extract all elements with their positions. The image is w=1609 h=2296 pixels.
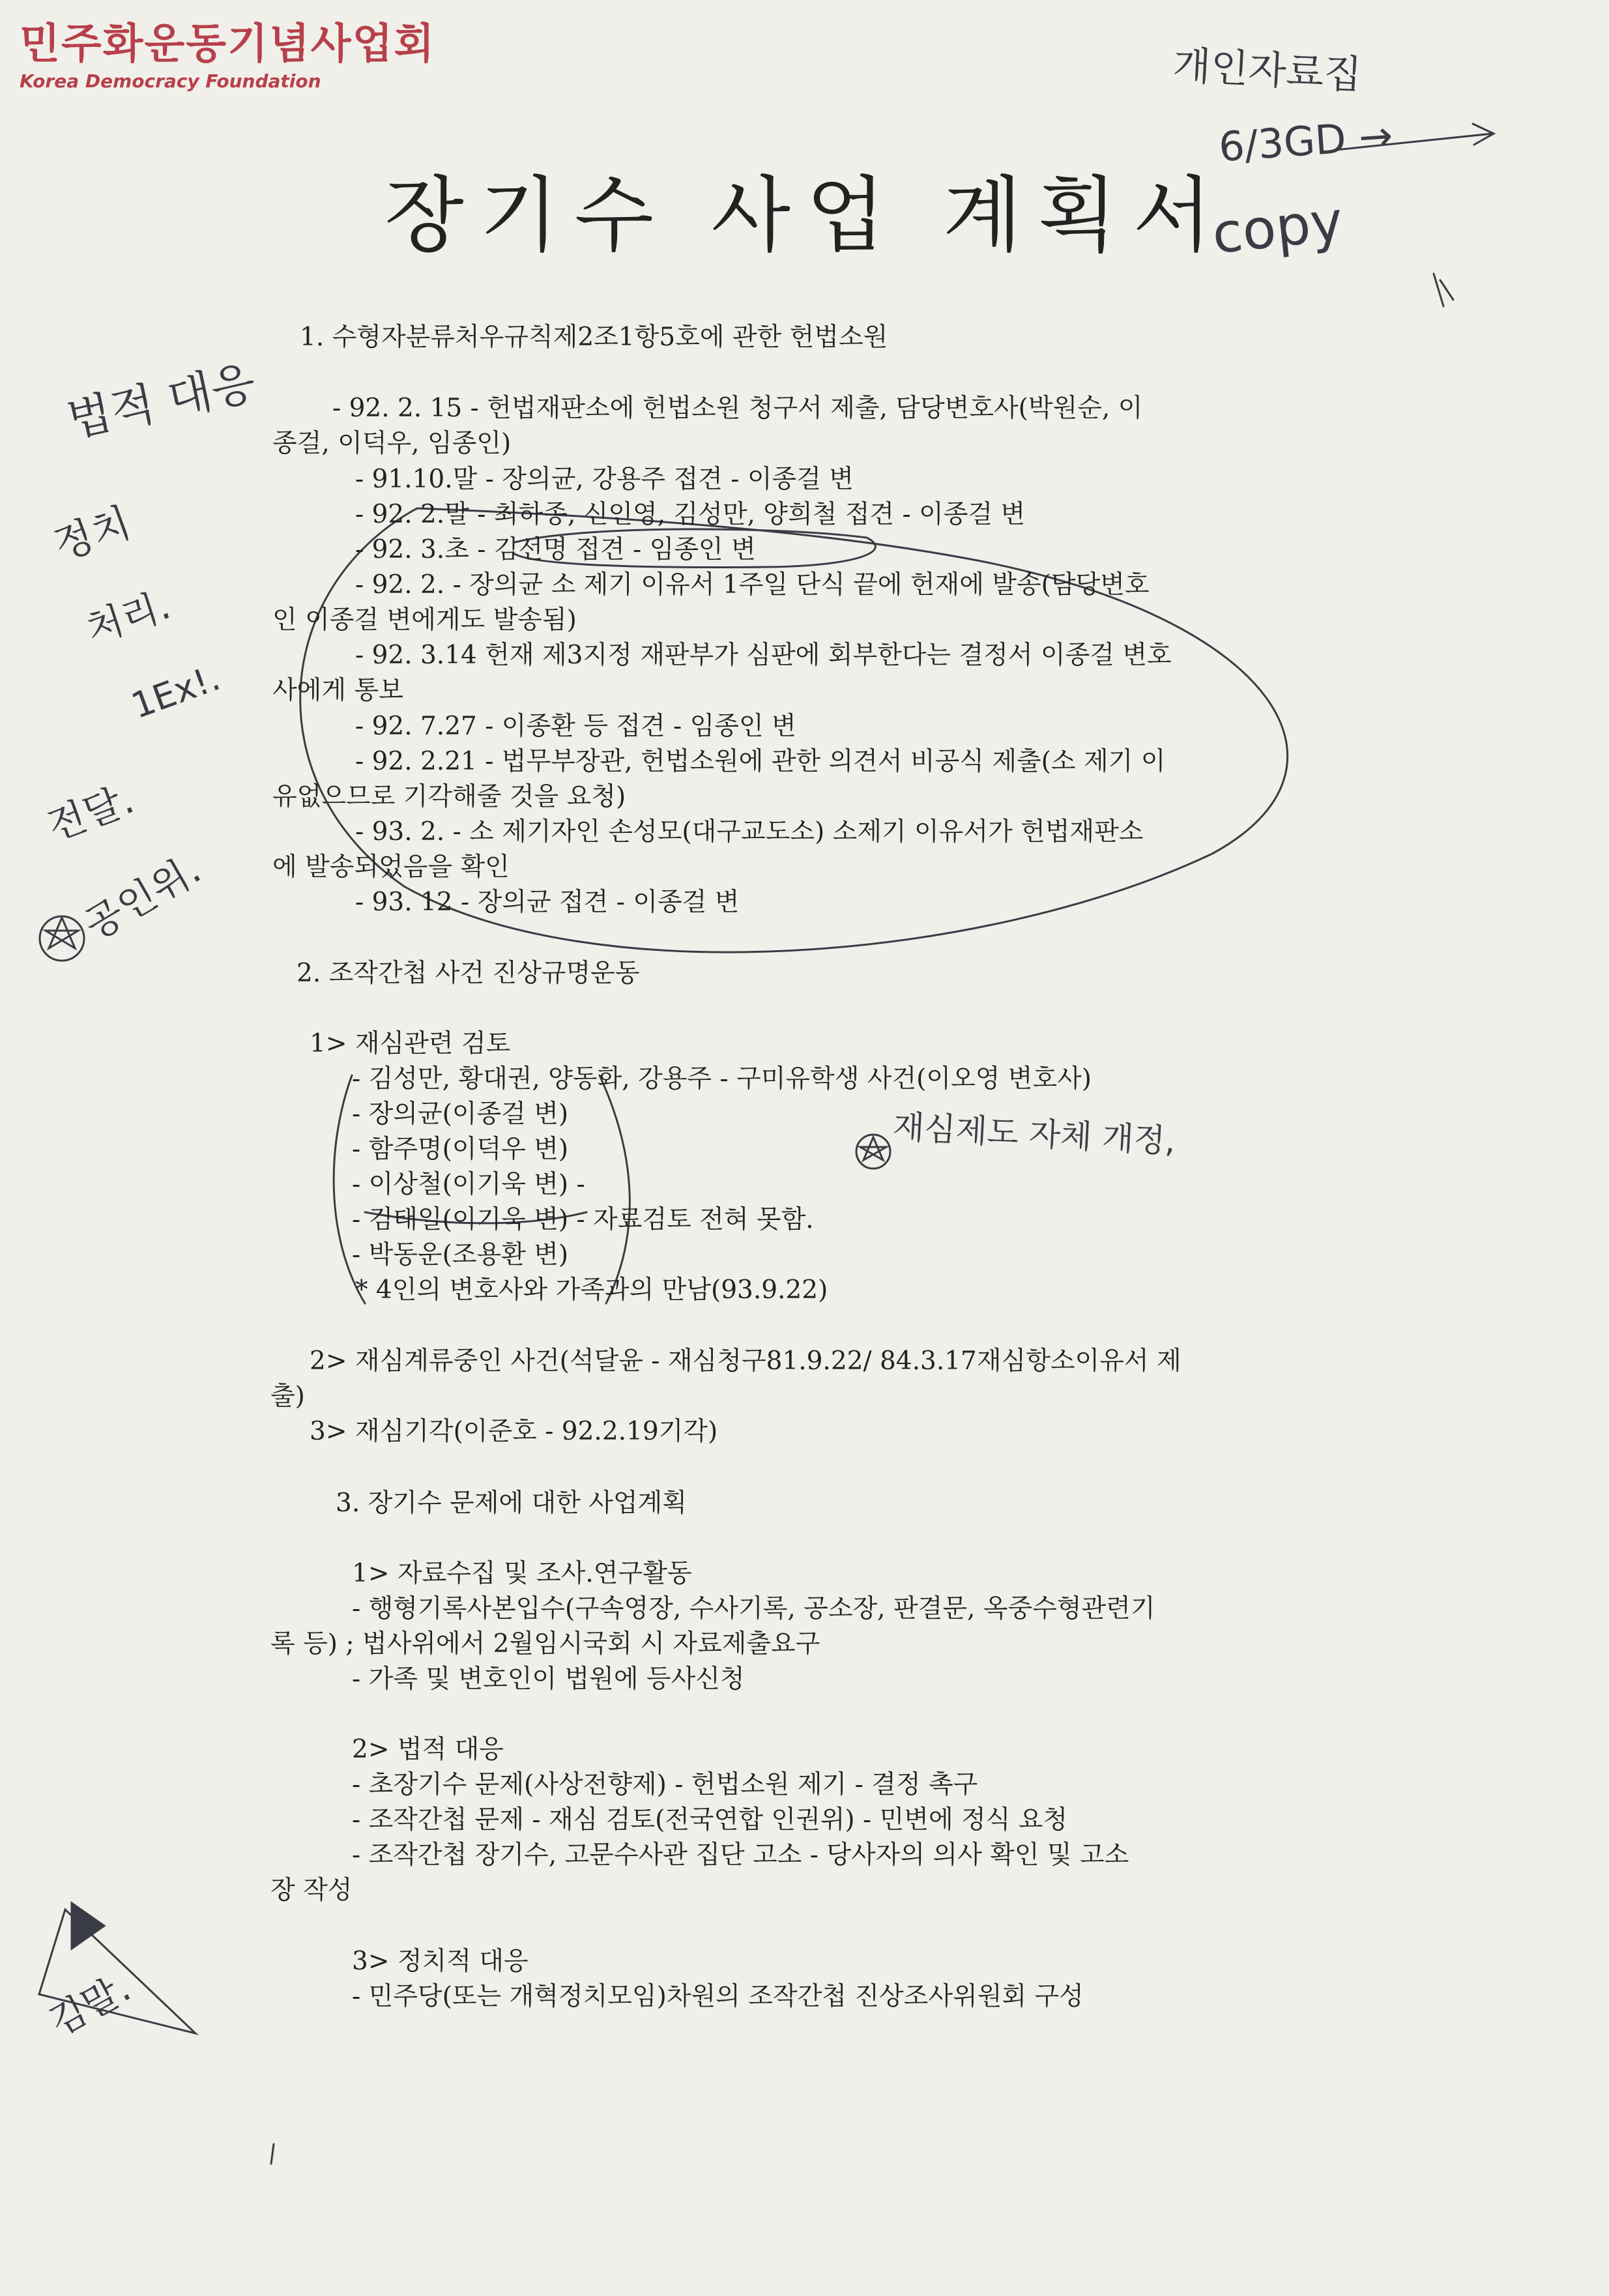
section3-sub2-line: 장 작성 (270, 1876, 353, 1905)
handwriting-top-right-2: 6/3GD → (1217, 111, 1395, 171)
section1-line: 에 발송되었음을 확인 (272, 852, 510, 882)
section3-sub3: 3> 정치적 대응 (352, 1947, 529, 1976)
handwriting-left-6: 공인위. (76, 846, 209, 949)
section3-sub3-line: - 민주당(또는 개혁정치모임)차원의 조작간첩 진상조사위원회 구성 (352, 1982, 1084, 2011)
handwriting-top-right-1: 개인자료집 (1172, 42, 1363, 98)
section2-sub1-line: - 김태일(이기욱 변) - 자료검토 전혀 못함. (352, 1205, 814, 1234)
section3-sub1-line: - 행형기록사본입수(구속영장, 수사기록, 공소장, 판결문, 옥중수형관련기 (352, 1594, 1155, 1623)
handwriting-top-right-3: copy (1209, 188, 1346, 267)
section1-line: 인 이종걸 변에게도 발송됨) (272, 605, 577, 635)
section2-sub1-line: - 박동운(조용환 변) (352, 1240, 569, 1270)
section3-sub1-line: 록 등) ; 법사위에서 2월임시국회 시 자료제출요구 (270, 1629, 820, 1659)
logo-english: Korea Democracy Foundation (20, 70, 321, 92)
section1-line: - 92. 3.초 - 김선명 접견 - 임종인 변 (355, 535, 756, 564)
section2-sub1-line: - 김성만, 황대권, 양동화, 강용주 - 구미유학생 사건(이오영 변호사) (352, 1064, 1092, 1094)
section2-sub3: 3> 재심기각(이준호 - 92.2.19기각) (310, 1417, 718, 1446)
section2-sub2-cont: 출) (270, 1382, 305, 1411)
section1-line: - 92. 2.말 - 최하종, 신인영, 김성만, 양희철 접견 - 이종걸 변 (355, 500, 1026, 529)
handwriting-middle-right: 재심제도 자체 개정, (891, 1107, 1177, 1161)
section1-line: - 92. 2. - 장의균 소 제기 이유서 1주일 단식 끝에 헌재에 발송(담당변호 (355, 570, 1150, 600)
handwriting-left-1: 법적 대응 (62, 355, 261, 448)
section3-heading: 3. 장기수 문제에 대한 사업계획 (336, 1489, 687, 1518)
section1-line: 사에게 통보 (272, 676, 403, 705)
section1-line: - 92. 3.14 헌재 제3지정 재판부가 심판에 회부한다는 결정서 이종걸 변호 (355, 641, 1172, 670)
handwriting-bottom-left: 김말. (42, 1965, 138, 2045)
section1-line: - 92. 2.21 - 법무부장관, 헌법소원에 관한 의견서 비공식 제출(소 제기 이 (355, 747, 1166, 776)
handwriting-left-2: 정치 (47, 498, 138, 570)
section2-sub1: 1> 재심관련 검토 (310, 1029, 511, 1058)
document-title: 장기수 사업 계획서 (384, 167, 1228, 263)
section1-line: - 91.10.말 - 장의균, 강용주 접견 - 이종걸 변 (355, 465, 854, 494)
section2-sub1-line: - 장의균(이종걸 변) (352, 1099, 569, 1129)
handwriting-left-4: 1Ex!. (126, 657, 225, 727)
handwriting-left-3: 처리. (81, 583, 176, 652)
section3-sub2: 2> 법적 대응 (352, 1735, 504, 1764)
section3-sub1-line: - 가족 및 변호인이 법원에 등사신청 (352, 1664, 745, 1694)
section3-sub1: 1> 자료수집 및 조사.연구활동 (352, 1559, 692, 1588)
section1-line: - 92. 2. 15 - 헌법재판소에 헌법소원 청구서 제출, 담당변호사(박원순, 이 (332, 394, 1143, 423)
section1-line: 종걸, 이덕우, 임종인) (272, 429, 512, 458)
section2-heading: 2. 조작간첩 사건 진상규명운동 (297, 959, 640, 988)
logo-korean: 민주화운동기념사업회 (20, 20, 436, 68)
section2-sub1-line: * 4인의 변호사와 가족과의 만남(93.9.22) (355, 1275, 828, 1305)
section1-heading: 1. 수형자분류처우규칙제2조1항5호에 관한 헌법소원 (300, 323, 888, 352)
section3-sub2-line: - 조작간첩 장기수, 고문수사관 집단 고소 - 당사자의 의사 확인 및 고소 (352, 1840, 1129, 1870)
section1-line: - 93. 2. - 소 제기자인 손성모(대구교도소) 소제기 이유서가 헌법재판소 (355, 817, 1144, 847)
section1-line: - 92. 7.27 - 이종환 등 접견 - 임종인 변 (355, 712, 796, 741)
section2-sub1-line: - 이상철(이기욱 변) - (352, 1170, 585, 1199)
handwriting-left-5: 전달. (41, 776, 140, 850)
section1-line: - 93. 12 - 장의균 접견 - 이종걸 변 (355, 888, 740, 917)
section2-sub2: 2> 재심계류중인 사건(석달윤 - 재심청구81.9.22/ 84.3.17재심항소이유서 제 (310, 1346, 1181, 1376)
section3-sub2-line: - 조작간첩 문제 - 재심 검토(전국연합 인권위) - 민변에 정식 요청 (352, 1805, 1068, 1835)
section2-sub1-line: - 함주명(이덕우 변) (352, 1135, 569, 1164)
section3-sub2-line: - 초장기수 문제(사상전향제) - 헌법소원 제기 - 결정 촉구 (352, 1770, 978, 1799)
section1-line: 유없으므로 기각해줄 것을 요청) (272, 782, 626, 811)
